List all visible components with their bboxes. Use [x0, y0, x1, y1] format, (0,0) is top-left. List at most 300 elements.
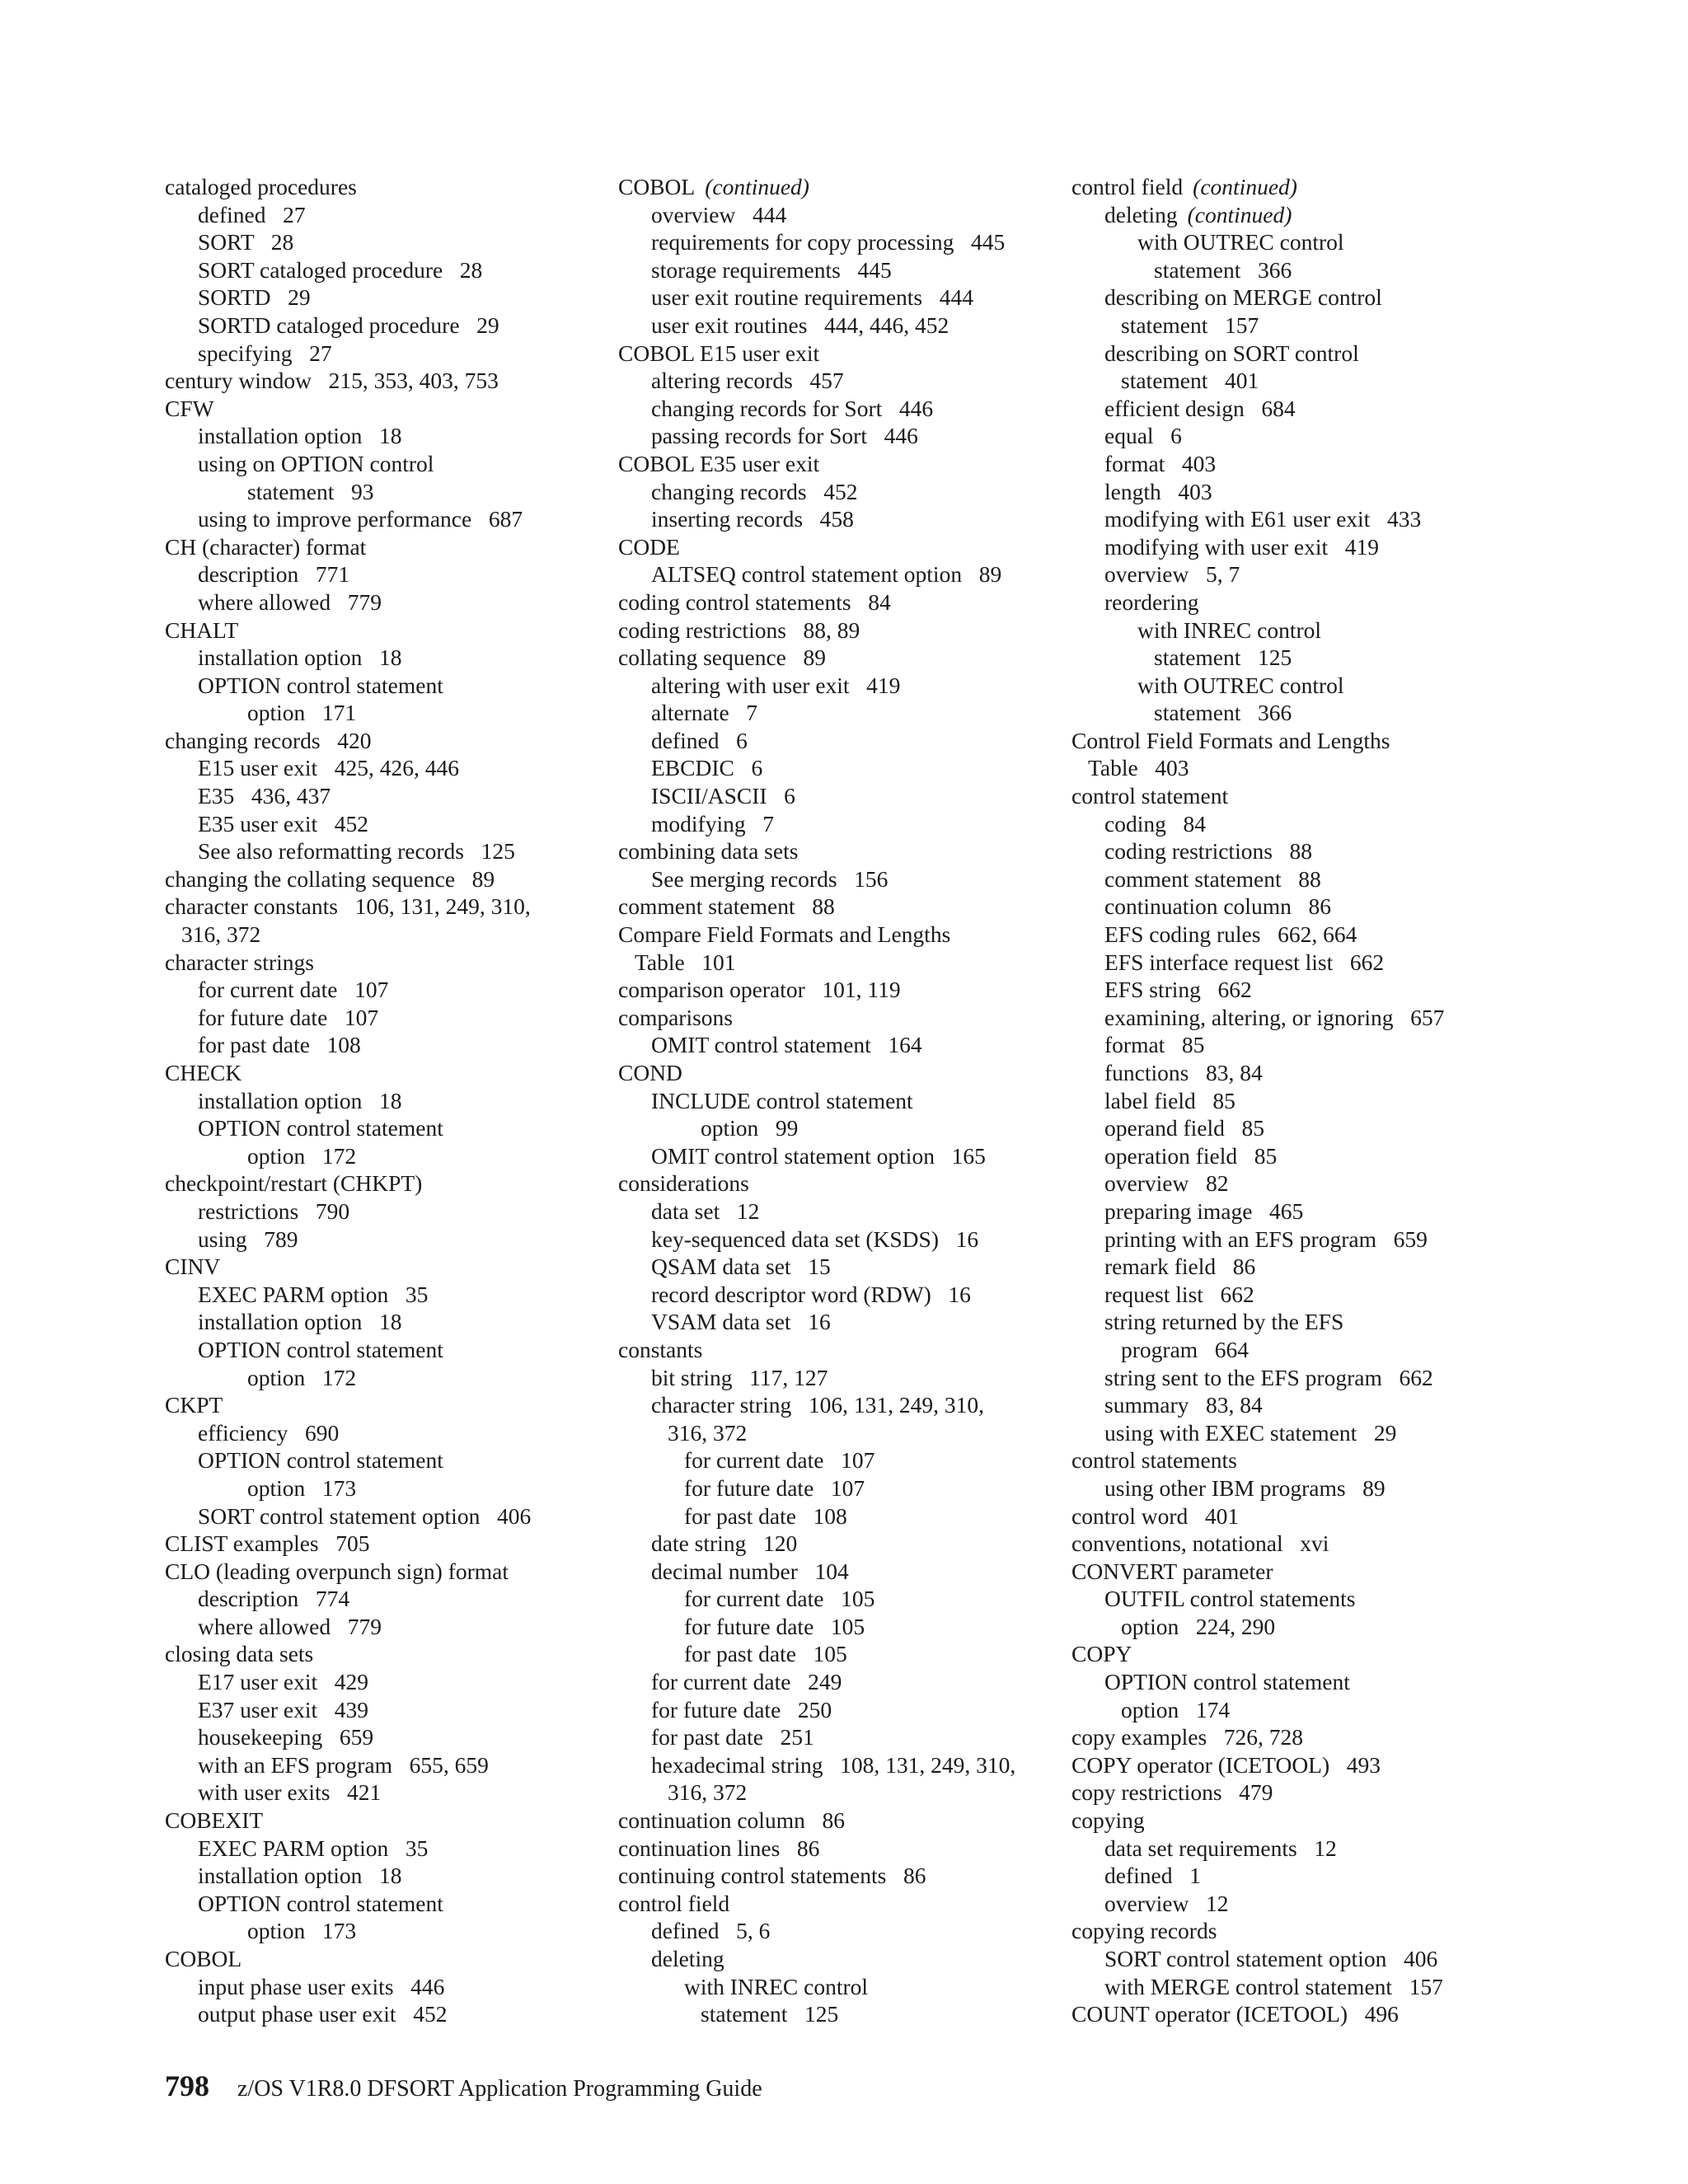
index-subentry	[618, 1031, 1080, 1059]
entry-text: preparing image 465	[1104, 1197, 1304, 1224]
index-subentry	[618, 1087, 1080, 1115]
index-subentry	[1071, 1114, 1533, 1142]
index-subentry	[165, 588, 626, 616]
entry-text: where allowed 779	[198, 1613, 382, 1639]
index-subentry	[618, 1530, 1080, 1558]
index-subentry	[1071, 588, 1533, 616]
index-subentry	[618, 1696, 1080, 1724]
entry-text: modifying 7	[651, 810, 774, 837]
entry-text: CLIST examples 705	[165, 1530, 370, 1557]
index-entry	[165, 616, 626, 644]
entry-text: control statement	[1071, 783, 1229, 809]
entry-text: for past date 108	[198, 1032, 361, 1058]
entry-text: restrictions 790	[198, 1197, 350, 1224]
entry-text: SORT cataloged procedure 28	[198, 256, 483, 283]
entry-text: COPY operator (ICETOOL) 493	[1071, 1751, 1381, 1778]
index-subentry	[618, 367, 1080, 395]
entry-text: CFW	[165, 395, 214, 421]
entry-text: comparison operator 101, 119	[618, 977, 901, 1003]
entry-text: conventions, notational xvi	[1071, 1530, 1329, 1557]
index-subentry	[618, 1668, 1080, 1696]
entry-text: with INREC control	[1137, 616, 1322, 643]
entry-text: passing records for Sort 446	[651, 423, 918, 449]
index-subentry	[1071, 1004, 1533, 1032]
index-subentry	[1071, 1835, 1533, 1863]
index-subentry	[1071, 395, 1533, 423]
index-subentry	[618, 2000, 1080, 2028]
index-subentry	[1071, 1391, 1533, 1419]
entry-text: QSAM data set 15	[651, 1254, 831, 1280]
entry-text: 316, 372	[181, 921, 261, 948]
entry-text: 316, 372	[668, 1419, 748, 1446]
index-subentry	[1071, 976, 1533, 1004]
entry-text: describing on MERGE control	[1104, 284, 1382, 311]
index-subentry	[165, 284, 626, 312]
index-subentry	[1071, 921, 1533, 949]
index-subentry	[1071, 422, 1533, 450]
entry-text: SORTD 29	[198, 284, 311, 311]
index-subentry	[1071, 1585, 1533, 1613]
entry-text: changing records 420	[165, 727, 372, 753]
index-subentry	[165, 1890, 626, 1918]
index-subentry	[165, 1751, 626, 1779]
entry-text: date string 120	[651, 1530, 798, 1557]
index-subentry	[1071, 1668, 1533, 1696]
index-subentry	[1071, 1696, 1533, 1724]
entry-text: with an EFS program 655, 659	[198, 1751, 489, 1778]
index-subentry	[165, 560, 626, 588]
document-title: z/OS V1R8.0 DFSORT Application Programming Guide	[237, 2076, 762, 2102]
index-subentry	[1071, 505, 1533, 533]
entry-text: statement 93	[247, 478, 374, 504]
entry-text: EFS string 662	[1104, 977, 1252, 1003]
entry-text: altering records 457	[651, 368, 844, 394]
index-subentry	[618, 865, 1080, 893]
index-subentry	[165, 782, 626, 810]
entry-text: CINV	[165, 1254, 221, 1280]
index-subentry	[618, 1613, 1080, 1641]
entry-text: bit string 117, 127	[651, 1364, 828, 1390]
entry-text: requirements for copy processing 445	[651, 229, 1006, 255]
index-entry	[618, 1835, 1080, 1863]
entry-text: format 403	[1104, 450, 1217, 476]
index-entry	[618, 173, 1080, 201]
index-entry	[618, 588, 1080, 616]
index-subentry	[618, 1364, 1080, 1392]
entry-text: EXEC PARM option 35	[198, 1835, 429, 1861]
index-subentry	[1071, 1419, 1533, 1447]
index-entry	[165, 1253, 626, 1281]
entry-text: remark field 86	[1104, 1254, 1256, 1280]
index-subentry	[1071, 256, 1533, 284]
index-subentry	[618, 284, 1080, 312]
entry-text: description 771	[198, 561, 350, 588]
index-subentry	[618, 699, 1080, 727]
index-subentry	[165, 1114, 626, 1142]
entry-text: character constants 106, 131, 249, 310,	[165, 893, 531, 920]
index-subentry	[618, 478, 1080, 506]
index-entry	[618, 1890, 1080, 1918]
entry-text: overview 444	[651, 201, 787, 227]
index-entry	[618, 616, 1080, 644]
index-subentry	[618, 256, 1080, 284]
entry-text: SORT control statement option 406	[198, 1502, 532, 1529]
entry-text: data set 12	[651, 1197, 760, 1224]
index-subentry	[1071, 533, 1533, 561]
entry-text: alternate 7	[651, 700, 758, 726]
entry-text: for future date 250	[651, 1696, 832, 1722]
index-subentry	[165, 1004, 626, 1032]
entry-text: for current date 107	[684, 1447, 875, 1474]
entry-text: comment statement 88	[1104, 865, 1321, 892]
entry-text: specifying 27	[198, 340, 332, 366]
entry-text: hexadecimal string 108, 131, 249, 310,	[651, 1751, 1016, 1778]
index-entry	[1071, 782, 1533, 810]
entry-text: user exit routine requirements 444	[651, 284, 974, 311]
entry-text: label field 85	[1104, 1087, 1236, 1113]
index-subentry	[618, 505, 1080, 533]
entry-text: functions 83, 84	[1104, 1060, 1263, 1085]
index-subentry	[165, 201, 626, 229]
index-subentry	[165, 644, 626, 672]
continued-label: (continued)	[1193, 174, 1297, 199]
entry-text: option 172	[247, 1142, 357, 1169]
index-entry	[165, 865, 626, 893]
entry-text: ALTSEQ control statement option 89	[651, 561, 1002, 588]
index-subentry	[165, 1696, 626, 1724]
entry-text: E35 user exit 452	[198, 810, 368, 837]
index-subentry	[165, 1502, 626, 1530]
index-subentry	[165, 1723, 626, 1751]
entry-text: OPTION control statement	[198, 1115, 443, 1141]
entry-text: reordering	[1104, 588, 1199, 615]
page-footer	[165, 2069, 762, 2103]
index-subentry	[1071, 699, 1533, 727]
index-subentry	[165, 1862, 626, 1890]
entry-text: installation option 18	[198, 644, 402, 671]
entry-text: CLO (leading overpunch sign) format	[165, 1558, 509, 1584]
entry-text: control word 401	[1071, 1502, 1240, 1529]
entry-text: overview 5, 7	[1104, 561, 1240, 588]
index-subentry	[165, 505, 626, 533]
entry-text: See merging records 156	[651, 865, 889, 892]
index-entry	[165, 727, 626, 755]
index-subentry	[1071, 1169, 1533, 1197]
index-subentry	[165, 976, 626, 1004]
entry-text: Compare Field Formats and Lengths	[618, 921, 951, 948]
page-number: 798	[165, 2069, 209, 2102]
index-entry	[165, 173, 626, 201]
entry-text: option 172	[247, 1364, 357, 1390]
index-subentry	[618, 1779, 1080, 1807]
entry-text: user exit routines 444, 446, 452	[651, 312, 950, 338]
entry-text: with INREC control	[684, 1973, 869, 1999]
index-subentry	[165, 1336, 626, 1364]
index-entry	[165, 1807, 626, 1835]
entry-text: changing records 452	[651, 478, 858, 504]
index-subentry	[165, 1779, 626, 1807]
entry-text: comment statement 88	[618, 893, 835, 920]
index-entry	[618, 644, 1080, 672]
entry-text: using on OPTION control	[198, 450, 434, 476]
entry-text: defined 27	[198, 201, 306, 227]
entry-text: See also reformatting records 125	[198, 838, 515, 865]
entry-text: COND	[618, 1060, 682, 1085]
index-subentry	[165, 1226, 626, 1254]
entry-text: statement 157	[1121, 312, 1259, 338]
index-entry	[618, 976, 1080, 1004]
index-entry	[618, 1169, 1080, 1197]
entry-text: ISCII/ASCII 6	[651, 783, 795, 809]
index-subentry	[618, 422, 1080, 450]
entry-text: constants	[618, 1336, 703, 1362]
entry-text: control statements	[1071, 1447, 1237, 1474]
index-subentry	[165, 422, 626, 450]
index-entry	[165, 533, 626, 561]
index-subentry	[1071, 644, 1533, 672]
index-subentry	[1071, 1862, 1533, 1890]
index-subentry	[165, 754, 626, 782]
entry-text: coding 84	[1104, 810, 1206, 837]
entry-text: character string 106, 131, 249, 310,	[651, 1392, 985, 1418]
index-subentry	[165, 1474, 626, 1502]
index-subentry	[1071, 1336, 1533, 1364]
entry-text: CH (character) format	[165, 533, 367, 560]
index-subentry	[1071, 1613, 1533, 1641]
index-subentry	[1071, 1281, 1533, 1309]
entry-text: installation option 18	[198, 1863, 402, 1889]
entry-text: EFS interface request list 662	[1104, 949, 1385, 975]
entry-text: installation option 18	[198, 423, 402, 449]
index-subentry	[618, 1640, 1080, 1668]
entry-text: for current date 249	[651, 1669, 842, 1695]
index-subentry	[618, 1723, 1080, 1751]
entry-text: with MERGE control statement 157	[1104, 1973, 1443, 1999]
index-subentry	[1071, 1474, 1533, 1502]
index-entry	[1071, 754, 1533, 782]
entry-text: modifying with E61 user exit 433	[1104, 506, 1422, 532]
entry-text: printing with an EFS program 659	[1104, 1226, 1428, 1252]
index-subentry	[618, 754, 1080, 782]
index-entry	[165, 395, 626, 423]
entry-text: for future date 105	[684, 1613, 865, 1639]
entry-text: CONVERT parameter	[1071, 1558, 1273, 1584]
index-subentry	[618, 1114, 1080, 1142]
entry-text: E17 user exit 429	[198, 1669, 368, 1695]
entry-text: COBOL E15 user exit	[618, 340, 820, 366]
index-subentry	[1071, 1087, 1533, 1115]
entry-text: CHALT	[165, 616, 239, 643]
index-subentry	[618, 810, 1080, 838]
entry-text: OPTION control statement	[198, 1890, 443, 1916]
entry-text: decimal number 104	[651, 1558, 849, 1584]
entry-text: equal 6	[1104, 423, 1182, 449]
entry-text: OPTION control statement	[198, 1336, 443, 1362]
entry-text: continuation column 86	[1104, 893, 1331, 920]
entry-text: EXEC PARM option 35	[198, 1281, 429, 1307]
entry-text: OPTION control statement	[198, 1447, 443, 1474]
index-subentry	[165, 1419, 626, 1447]
index-subentry	[1071, 1031, 1533, 1059]
index-subentry	[1071, 340, 1533, 368]
index-subentry	[618, 312, 1080, 340]
entry-text: housekeeping 659	[198, 1724, 374, 1750]
entry-text: format 85	[1104, 1032, 1205, 1058]
index-subentry	[618, 1253, 1080, 1281]
index-subentry	[1071, 672, 1533, 700]
index-subentry	[1071, 1226, 1533, 1254]
index-subentry	[1071, 1142, 1533, 1170]
index-subentry	[1071, 228, 1533, 256]
index-entry	[165, 1169, 626, 1197]
index-subentry	[165, 256, 626, 284]
entry-text: length 403	[1104, 478, 1212, 504]
entry-text: control field	[618, 1890, 730, 1916]
entry-text: SORT control statement option 406	[1104, 1946, 1438, 1971]
index-subentry	[618, 1973, 1080, 2001]
index-subentry	[165, 2000, 626, 2028]
index-subentry	[618, 1945, 1080, 1973]
entry-text: for future date 107	[684, 1474, 865, 1501]
index-entry	[165, 921, 626, 949]
entry-text: character strings	[165, 949, 314, 975]
index-entry	[1071, 1558, 1533, 1586]
entry-text: control field	[1071, 174, 1184, 199]
entry-text: COUNT operator (ICETOOL) 496	[1071, 2001, 1399, 2027]
index-subentry	[1071, 1890, 1533, 1918]
entry-text: statement 125	[701, 2001, 839, 2027]
entry-text: coding control statements 84	[618, 588, 891, 615]
entry-text: description 774	[198, 1586, 350, 1612]
index-entry	[1071, 1917, 1533, 1945]
entry-text: option 173	[247, 1918, 357, 1944]
entry-text: comparisons	[618, 1004, 734, 1030]
index-entry	[1071, 173, 1533, 201]
index-subentry	[1071, 478, 1533, 506]
index-subentry	[1071, 893, 1533, 921]
index-entry	[618, 949, 1080, 977]
entry-text: continuation lines 86	[618, 1835, 820, 1861]
entry-text: E15 user exit 425, 426, 446	[198, 755, 459, 781]
entry-text: string returned by the EFS	[1104, 1309, 1344, 1335]
index-subentry	[165, 1308, 626, 1336]
entry-text: EBCDIC 6	[651, 755, 763, 781]
index-subentry	[1071, 1059, 1533, 1087]
entry-text: option 171	[247, 700, 357, 726]
index-subentry	[618, 395, 1080, 423]
entry-text: overview 12	[1104, 1890, 1229, 1916]
index-subentry	[618, 1391, 1080, 1419]
index-subentry	[165, 1087, 626, 1115]
index-subentry	[165, 672, 626, 700]
index-entry	[165, 1558, 626, 1586]
entry-text: defined 6	[651, 727, 748, 753]
entry-text: summary 83, 84	[1104, 1392, 1263, 1418]
index-subentry	[618, 1917, 1080, 1945]
entry-text: operand field 85	[1104, 1115, 1264, 1141]
index-entry	[165, 1391, 626, 1419]
entry-text: SORTD cataloged procedure 29	[198, 312, 499, 338]
index-entry	[1071, 727, 1533, 755]
entry-text: deleting	[651, 1946, 724, 1971]
index-subentry	[165, 1031, 626, 1059]
index-subentry	[1071, 949, 1533, 977]
entry-text: statement 366	[1154, 256, 1292, 283]
entry-text: OUTFIL control statements	[1104, 1586, 1356, 1612]
index-subentry	[1071, 201, 1533, 229]
entry-text: operation field 85	[1104, 1142, 1278, 1169]
entry-text: using other IBM programs 89	[1104, 1474, 1386, 1501]
entry-text: copying	[1071, 1807, 1145, 1834]
entry-text: for current date 107	[198, 977, 389, 1003]
index-subentry	[1071, 367, 1533, 395]
index-subentry	[1071, 616, 1533, 644]
entry-text: efficiency 690	[198, 1419, 340, 1446]
entry-text: overview 82	[1104, 1170, 1229, 1197]
entry-text: century window 215, 353, 403, 753	[165, 368, 499, 394]
index-entry	[165, 893, 626, 921]
index-entry	[618, 450, 1080, 478]
entry-text: CKPT	[165, 1392, 223, 1418]
entry-text: with OUTREC control	[1137, 229, 1344, 255]
index-entry	[165, 1059, 626, 1087]
index-subentry	[165, 228, 626, 256]
index-entry	[618, 1336, 1080, 1364]
index-subentry	[165, 1585, 626, 1613]
index-subentry	[618, 727, 1080, 755]
entry-text: examining, altering, or ignoring 657	[1104, 1004, 1445, 1030]
index-entry	[1071, 1779, 1533, 1807]
entry-text: option 173	[247, 1474, 357, 1501]
entry-text: COBOL	[618, 174, 696, 199]
entry-text: OMIT control statement option 165	[651, 1142, 986, 1169]
entry-text: CODE	[618, 533, 680, 560]
index-subentry	[165, 1917, 626, 1945]
entry-text: describing on SORT control	[1104, 340, 1359, 366]
index-entry	[165, 367, 626, 395]
entry-text: OPTION control statement	[198, 672, 443, 698]
index-column-3	[1071, 173, 1533, 2028]
index-entry	[1071, 1807, 1533, 1835]
entry-text: coding restrictions 88, 89	[618, 616, 860, 643]
entry-text: for current date 105	[684, 1586, 875, 1612]
entry-text: for future date 107	[198, 1004, 379, 1030]
entry-text: changing the collating sequence 89	[165, 865, 495, 892]
entry-text: INCLUDE control statement	[651, 1087, 913, 1113]
entry-text: E37 user exit 439	[198, 1696, 368, 1722]
index-subentry	[1071, 312, 1533, 340]
entry-text: COPY	[1071, 1641, 1132, 1667]
index-entry	[618, 921, 1080, 949]
index-subentry	[1071, 1253, 1533, 1281]
entry-text: installation option 18	[198, 1309, 402, 1335]
index-subentry	[618, 1558, 1080, 1586]
index-subentry	[1071, 1364, 1533, 1392]
index-entry	[165, 949, 626, 977]
entry-text: OPTION control statement	[1104, 1669, 1350, 1695]
index-entry	[618, 340, 1080, 368]
entry-text: with OUTREC control	[1137, 672, 1344, 698]
entry-text: inserting records 458	[651, 506, 854, 532]
entry-text: using 789	[198, 1226, 298, 1252]
entry-text: COBOL	[165, 1946, 242, 1971]
index-column-2	[618, 173, 1080, 2028]
index-subentry	[165, 1835, 626, 1863]
entry-text: with user exits 421	[198, 1779, 382, 1806]
index-subentry	[618, 1308, 1080, 1336]
entry-text: closing data sets	[165, 1641, 314, 1667]
entry-text: statement 125	[1154, 644, 1292, 671]
